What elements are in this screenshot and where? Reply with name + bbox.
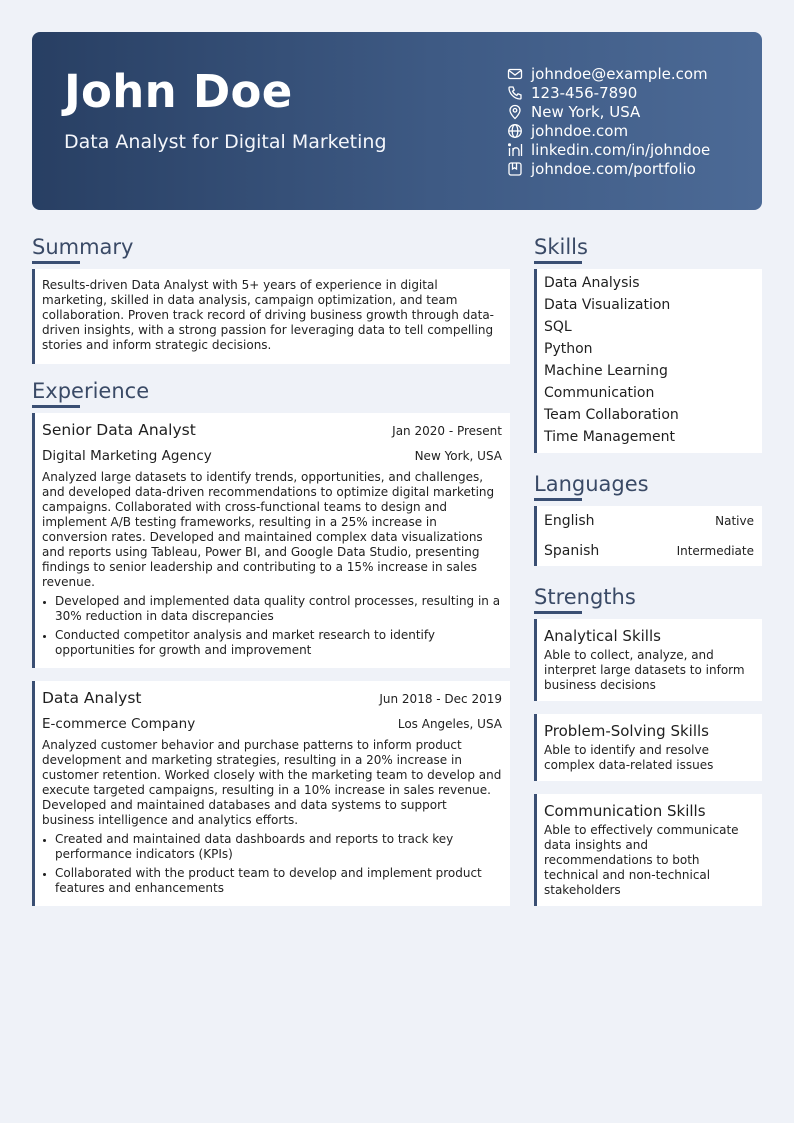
job-company: Digital Marketing Agency bbox=[42, 448, 212, 464]
skill-item: SQL bbox=[544, 319, 572, 335]
section-title: Skills bbox=[534, 235, 588, 259]
skills-section bbox=[534, 234, 762, 453]
section-title: Summary bbox=[32, 235, 134, 259]
job-entry bbox=[32, 681, 510, 906]
contact-text: johndoe@example.com bbox=[531, 64, 708, 83]
strength-card bbox=[534, 794, 762, 906]
job-title: Senior Data Analyst bbox=[42, 421, 196, 439]
contact-text: johndoe.com bbox=[531, 121, 629, 140]
job-bullets bbox=[42, 832, 502, 896]
strengths-section bbox=[534, 584, 762, 906]
skill-item: Python bbox=[544, 341, 593, 357]
job-bullet: • Conducted competitor analysis and market research to identify opportunities for growth and improvement bbox=[55, 628, 502, 658]
contact-website[interactable] bbox=[507, 121, 710, 140]
skills-card bbox=[534, 269, 762, 453]
section-underline bbox=[534, 261, 582, 264]
strength-title: Communication Skills bbox=[544, 802, 706, 820]
job-bullets bbox=[42, 594, 502, 658]
job-bullet: • Developed and implemented data quality control processes, resulting in a 30% reduction in data discrepancies bbox=[55, 594, 502, 624]
strength-title: Problem-Solving Skills bbox=[544, 722, 709, 740]
section-underline bbox=[32, 405, 80, 408]
section-title: Languages bbox=[534, 472, 649, 496]
side-column bbox=[534, 234, 762, 906]
skill-item: Data Analysis bbox=[544, 275, 640, 291]
job-bullet: • Collaborated with the product team to develop and implement product features and enhancements bbox=[55, 866, 502, 896]
contact-email[interactable] bbox=[507, 64, 710, 83]
section-title: Experience bbox=[32, 379, 150, 403]
candidate-headline: Data Analyst for Digital Marketing bbox=[64, 131, 387, 153]
language-level: Intermediate bbox=[676, 544, 754, 558]
section-title: Strengths bbox=[534, 585, 636, 609]
summary-text: Results-driven Data Analyst with 5+ years of experience in digital marketing, skilled in data analysis, campaign optimization, and team collaboration. Proven track record of driving business growth through data-driven insights, with a strong passion for leveraging data to tell compelling stories and inform strategic decisions. bbox=[42, 278, 495, 352]
candidate-name: John Doe bbox=[64, 65, 293, 118]
job-location: Los Angeles, USA bbox=[397, 717, 502, 731]
summary-card bbox=[32, 269, 510, 364]
strength-description: Able to collect, analyze, and interpret large datasets to inform business decisions bbox=[544, 648, 745, 692]
skill-item: Time Management bbox=[544, 429, 675, 445]
strength-card bbox=[534, 619, 762, 701]
strength-description: Able to effectively communicate data insights and recommendations to both technical and non-technical stakeholders bbox=[544, 823, 739, 897]
globe-icon bbox=[507, 123, 523, 139]
contact-text: johndoe.com/portfolio bbox=[531, 159, 696, 178]
job-bullet: • Created and maintained data dashboards and reports to track key performance indicators (KPIs) bbox=[55, 832, 502, 862]
job-description: Analyzed customer behavior and purchase patterns to inform product development and marketing strategies, resulting in a 20% increase in customer retention. Worked closely with the marketing team to develop and execute targeted campaigns, resulting in a 10% increase in sales revenue. Developed and maintained databases and data systems to support business intelligence and analytics efforts. bbox=[42, 738, 502, 827]
job-subheader bbox=[42, 446, 502, 466]
main-column bbox=[32, 234, 510, 906]
language-name: Spanish bbox=[544, 543, 600, 559]
job-entry bbox=[32, 413, 510, 668]
section-underline bbox=[534, 498, 582, 501]
job-header bbox=[42, 688, 502, 708]
language-level: Native bbox=[715, 514, 754, 528]
skill-item: Communication bbox=[544, 385, 655, 401]
phone-icon bbox=[507, 85, 523, 101]
contact-text: linkedin.com/in/johndoe bbox=[531, 140, 711, 159]
strength-title: Analytical Skills bbox=[544, 627, 661, 645]
contact-text: 123-456-7890 bbox=[531, 83, 638, 102]
language-name: English bbox=[544, 513, 595, 529]
language-row bbox=[534, 536, 762, 566]
contact-text: New York, USA bbox=[531, 102, 641, 121]
resume-header bbox=[32, 32, 762, 210]
section-underline bbox=[32, 261, 80, 264]
job-subheader bbox=[42, 714, 502, 734]
languages-section bbox=[534, 471, 762, 566]
strength-description: Able to identify and resolve complex data-related issues bbox=[544, 743, 714, 772]
job-header bbox=[42, 420, 502, 440]
contact-location bbox=[507, 102, 710, 121]
skill-item: Team Collaboration bbox=[544, 407, 679, 423]
job-description: Analyzed large datasets to identify trends, opportunities, and challenges, and developed data-driven recommendations to optimize digital marketing campaigns. Collaborated with cross-functional teams to design and implement A/B testing frameworks, resulting in a 25% increase in conversion rates. Developed and maintained complex data visualizations and reports using Tableau, Power BI, and Google Data Studio, presenting findings to senior leadership and contributing to a 15% increase in sales revenue. bbox=[42, 470, 495, 589]
contact-list bbox=[507, 64, 710, 178]
job-date: Jan 2020 - Present bbox=[392, 424, 502, 438]
job-company: E-commerce Company bbox=[42, 716, 196, 732]
location-icon bbox=[507, 104, 523, 120]
contact-phone[interactable] bbox=[507, 83, 710, 102]
language-row bbox=[534, 506, 762, 536]
contact-linkedin[interactable] bbox=[507, 140, 710, 159]
skill-item: Machine Learning bbox=[544, 363, 668, 379]
section-underline bbox=[534, 611, 582, 614]
strength-card bbox=[534, 714, 762, 781]
linkedin-icon bbox=[507, 142, 523, 158]
portfolio-icon bbox=[507, 161, 523, 177]
job-date: Jun 2018 - Dec 2019 bbox=[379, 692, 502, 706]
contact-portfolio[interactable] bbox=[507, 159, 710, 178]
summary-section bbox=[32, 234, 510, 364]
job-title: Data Analyst bbox=[42, 689, 142, 707]
job-location: New York, USA bbox=[414, 449, 502, 463]
skill-item: Data Visualization bbox=[544, 297, 671, 313]
experience-section bbox=[32, 378, 510, 906]
mail-icon bbox=[507, 66, 523, 82]
